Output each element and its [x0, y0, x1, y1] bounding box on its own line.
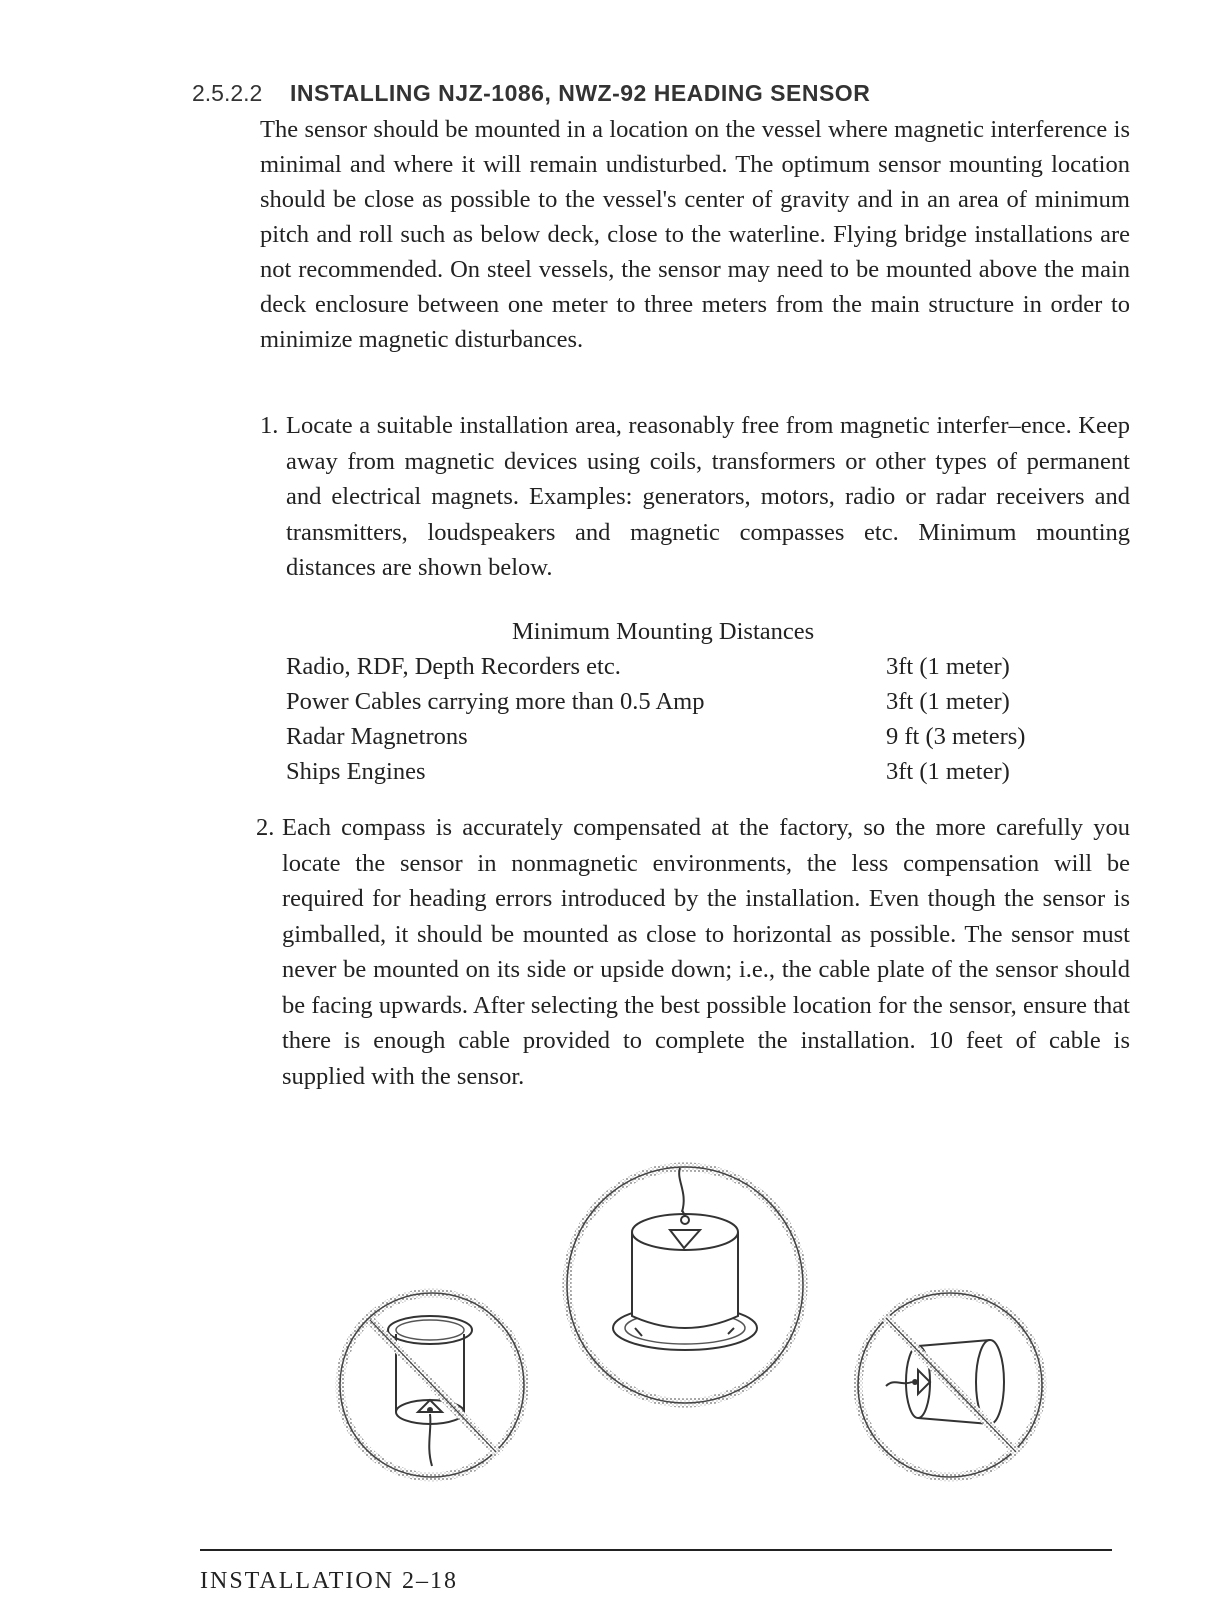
- distance-item: Radar Magnetrons: [286, 723, 468, 750]
- distance-value: 3ft (1 meter): [886, 758, 1010, 785]
- distance-item: Radio, RDF, Depth Recorders etc.: [286, 653, 621, 680]
- distance-item: Power Cables carrying more than 0.5 Amp: [286, 688, 705, 715]
- step-2-text: Each compass is accurately compensated at the factory, so the more carefully you locate the sensor in nonmagnetic environments, the less compensation will be required for heading errors introduced by the installation. Even though the sensor is gimballed, it should be mounted as close to horizontal as possible. The sensor must never be mounted on its side or upside down; i.e., the cable plate of the sensor should be facing upwards. After selecting the best possible location for the sensor, ensure that there is enough cable provided to complete the installation. 10 feet of cable is supplied with the sensor.: [282, 814, 1130, 1090]
- distance-item: Ships Engines: [286, 758, 426, 785]
- distance-value: 9 ft (3 meters): [886, 723, 1026, 750]
- distances-row: [286, 688, 1066, 723]
- step-1-marker: 1.: [260, 412, 279, 439]
- step-2-marker: 2.: [256, 814, 275, 841]
- distances-row: [286, 723, 1066, 758]
- distance-value: 3ft (1 meter): [886, 688, 1010, 715]
- sensor-orientation-illustration: [330, 1150, 1090, 1530]
- section-number: 2.5.2.2: [192, 80, 263, 106]
- distances-table-title: Minimum Mounting Distances: [512, 618, 815, 645]
- prohibited-upside-down-icon: [340, 1293, 524, 1477]
- footer-rule: [200, 1549, 1112, 1551]
- distance-value: 3ft (1 meter): [886, 653, 1010, 680]
- correct-orientation-icon: [567, 1167, 803, 1403]
- section-title: INSTALLING NJZ-1086, NWZ-92 HEADING SENSOR: [290, 80, 871, 106]
- distances-row: [286, 758, 1066, 793]
- prohibited-on-side-icon: [858, 1293, 1042, 1477]
- step-1: [260, 408, 1130, 586]
- distances-row: [286, 653, 1066, 688]
- intro-paragraph: The sensor should be mounted in a location on the vessel where magnetic interference is minimal and where it will remain undisturbed. The optimum sensor mounting location should be close as possible to the vessel's center of gravity and in an area of minimum pitch and roll such as below deck, close to the waterline. Flying bridge installations are not recommended. On steel vessels, the sensor may need to be mounted above the main deck enclosure between one meter to three meters from the main structure in order to minimize magnetic disturbances.: [260, 116, 1130, 353]
- step-1-text: Locate a suitable installation area, reasonably free from magnetic interfer–ence. Keep away from magnetic devices using coils, transformers or other types of permanent and electrical magnets. Examples: generators, motors, radio or radar receivers and transmitters, loudspeakers and magnetic compasses etc. Minimum mounting distances are shown below.: [286, 412, 1130, 581]
- step-2: [256, 810, 1130, 1094]
- section-heading: [192, 80, 870, 107]
- page-footer: INSTALLATION 2–18: [200, 1568, 459, 1594]
